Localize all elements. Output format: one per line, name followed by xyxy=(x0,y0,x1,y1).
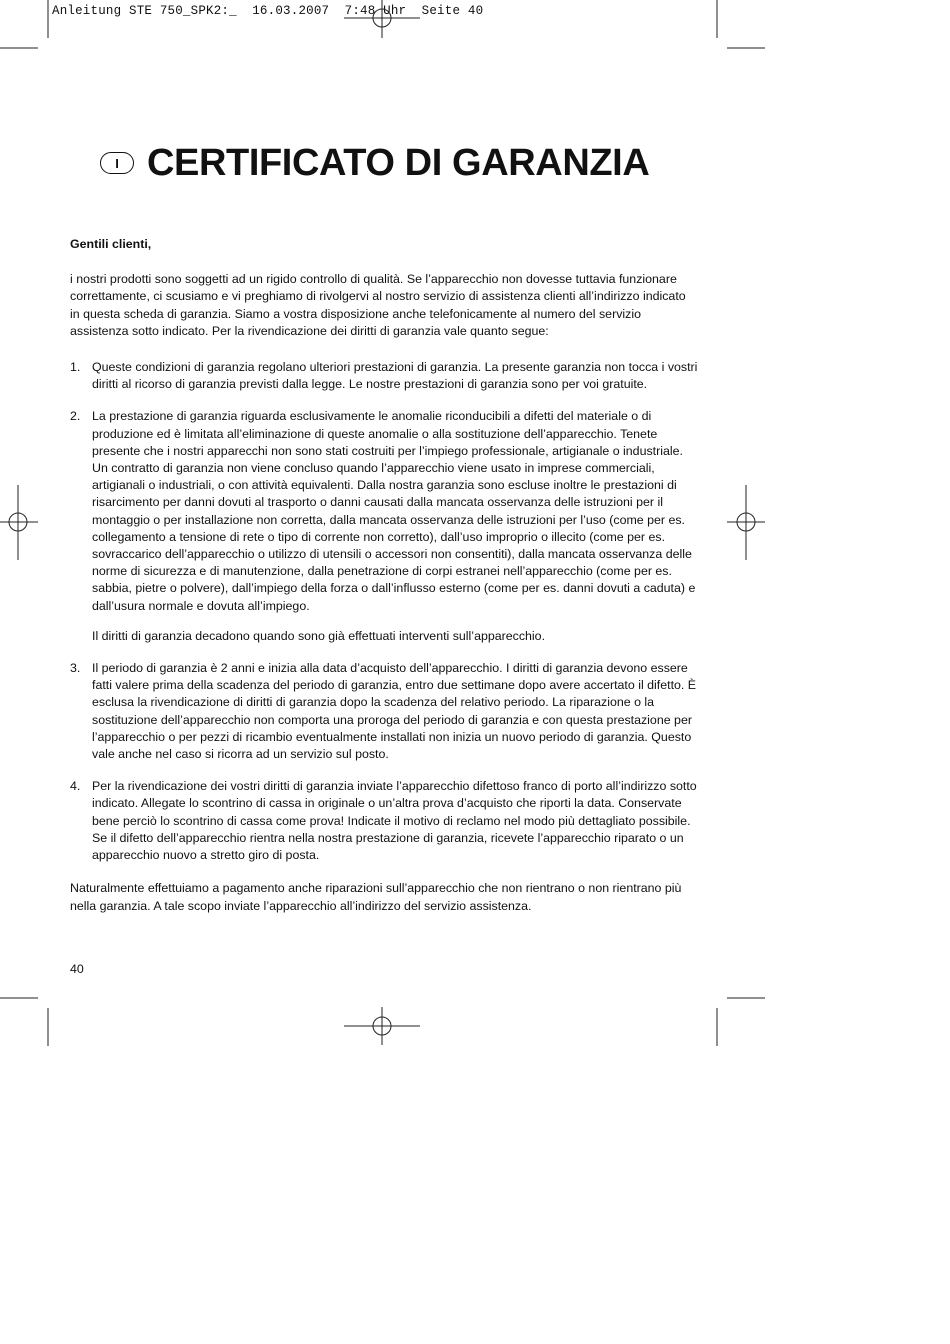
clause-extra-note: Il diritti di garanzia decadono quando sono già effettuati interventi sull’apparecchio. xyxy=(92,628,546,643)
page-number: 40 xyxy=(70,962,84,976)
clause-text: La prestazione di garanzia riguarda esclusivamente le anomalie riconducibili a difetti del materiale o di produzione ed è limitata all’eliminazione di queste anomalie o alla sostituzione dell’apparecchio. Tenete presente che i nostri apparecchi non sono stati costruiti per l’impiego professionale, artigianale o industriale. Un contratto di garanzia non viene concluso quando l’apparecchio viene usato in imprese commerciali, artigianali o industriali, o con attività equivalenti. Dalla nostra garanzia sono escluse inoltre le prestazioni di risarcimento per danni dovuti al trasporto o danni causati dalla mancata osservanza delle istruzioni per il montaggio o per installazione non corretta, dalla mancata osservanza delle istruzioni per l’uso (come per es. collegamento a tensione di rete o tipo di corrente non corretto), dall’uso improprio o illecito (come per es. sovraccarico dell’apparecchio o utilizzo di utensili o accessori non consentiti), dalla mancata osservanza delle norme di sicurezza e di manutenzione, dalla penetrazione di corpi estranei nell’apparecchio (come per es. sabbia, pietre o polvere), dall’impiego della forza o dall’influsso esterno (come per es. danni dovuti a caduta) e dall’usura normale e dovuta all’impiego. xyxy=(92,409,696,613)
clause-number: 4. xyxy=(70,779,81,794)
registration-mark-left xyxy=(0,485,38,560)
warranty-body xyxy=(70,236,698,915)
clause-list xyxy=(70,359,698,864)
clause-number: 3. xyxy=(70,661,81,676)
greeting: Gentili clienti, xyxy=(70,237,152,251)
registration-mark-bottom xyxy=(344,1007,420,1045)
clause-item xyxy=(70,408,698,645)
clause-text: Il periodo di garanzia è 2 anni e inizia alla data d’acquisto dell’apparecchio. I diritti di garanzia devono essere fatti valere prima della scadenza del periodo di garanzia, entro due settimane dopo avere accertato il difetto. È esclusa la rivendicazione di diritti di garanzia dopo la scadenza del relativo periodo. La riparazione o la sostituzione dell’apparecchio non comporta una proroga del periodo di garanzia e con questa prestazione per l’apparecchio o per pezzi di ricambio eventualmente installati non inizia un nuovo periodo di garanzia. Questo vale anche nel caso si ricorra ad un servizio sul posto. xyxy=(92,661,697,762)
clause-item xyxy=(70,660,698,763)
clause-text: Queste condizioni di garanzia regolano ulteriori prestazioni di garanzia. La presente garanzia non tocca i vostri diritti al ricorso di garanzia previsti dalla legge. Le nostre prestazioni di garanzia sono per voi gratuite. xyxy=(92,360,698,392)
clause-item xyxy=(70,778,698,864)
title-row xyxy=(100,144,649,182)
clause-text: Per la rivendicazione dei vostri diritti di garanzia inviate l’apparecchio difettoso franco di porto all’indirizzo sotto indicato. Allegate lo scontrino di cassa in originale o un’altra prova d’acquisto che riporti la data. Conservate bene perciò lo scontrino di cassa come prova! Indicate il motivo di reclamo nel modo più dettagliato possibile. Se il difetto dell’apparecchio rientra nella nostra prestazione di garanzia, ricevete l’apparecchio riparato o un apparecchio nuovo a stretto giro di posta. xyxy=(92,779,697,863)
intro-paragraph: i nostri prodotti sono soggetti ad un rigido controllo di qualità. Se l’apparecchio non dovesse tuttavia funzionare correttamente, ci scusiamo e vi preghiamo di rivolgervi al nostro servizio di assistenza clienti all’indirizzo indicato in questa scheda di garanzia. Siamo a vostra disposizione anche telefonicamente al numero del servizio assistenza sotto indicato. Per la rivendicazione dei diritti di garanzia vale quanto segue: xyxy=(70,272,686,338)
print-slug-line: Anleitung STE 750_SPK2:_ 16.03.2007 7:48 Uhr Seite 40 xyxy=(52,4,484,18)
registration-mark-right xyxy=(727,485,765,560)
closing-paragraph: Naturalmente effettuiamo a pagamento anche riparazioni sull’apparecchio che non rientrano o non rientrano più nella garanzia. A tale scopo inviate l’apparecchio all’indirizzo del servizio assistenza. xyxy=(70,881,682,913)
page-title: CERTIFICATO DI GARANZIA xyxy=(147,142,650,184)
clause-item xyxy=(70,359,698,393)
clause-number: 2. xyxy=(70,409,81,424)
language-badge: I xyxy=(100,152,134,174)
registration-mark-top xyxy=(344,0,420,38)
clause-number: 1. xyxy=(70,360,81,375)
